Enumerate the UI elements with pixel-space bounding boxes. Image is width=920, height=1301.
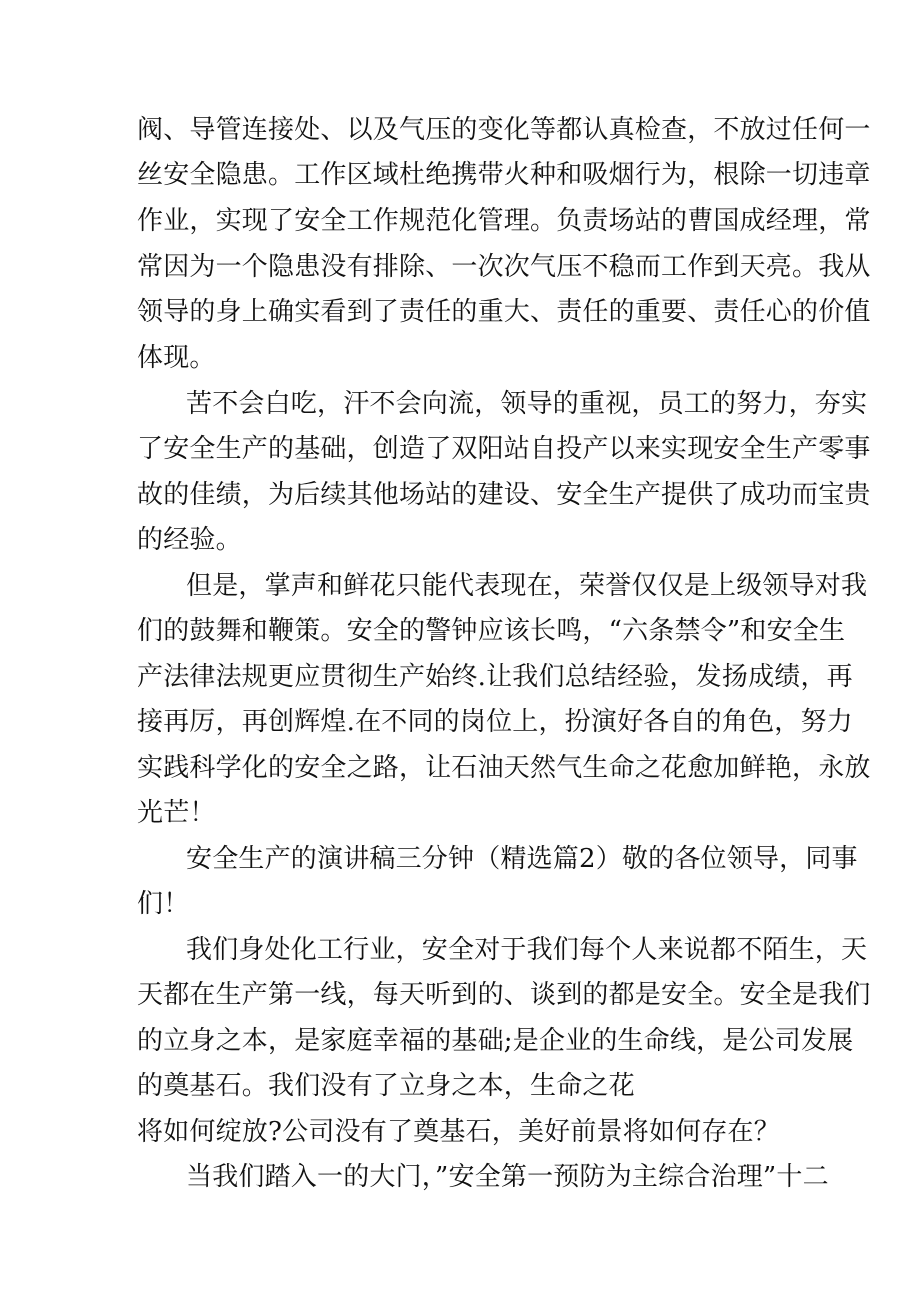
- text-line: 天都在生产第一线，每天听到的、谈到的都是安全。安全是我们: [137, 980, 871, 1010]
- paragraph-first-line: 苦不会白吃，汗不会向流，领导的重视，员工的努力，夯实: [186, 389, 868, 419]
- paragraph-first-line: 当我们踏入一的大门，”安全第一预防为主综合治理”十二: [186, 1162, 829, 1192]
- text-line: 故的佳绩，为后续其他场站的建设、安全生产提供了成功而宝贵: [137, 480, 871, 510]
- text-line: 将如何绽放?公司没有了奠基石，美好前景将如何存在？: [137, 1117, 780, 1147]
- text-line: 接再厉，再创辉煌.在不同的岗位上，扮演好各自的角色，努力: [137, 707, 853, 737]
- text-line: 体现。: [137, 343, 216, 373]
- text-line: 产法律法规更应贯彻生产始终.让我们总结经验，发扬成绩，再: [137, 662, 853, 692]
- paragraph-first-line: 但是，掌声和鲜花只能代表现在，荣誉仅仅是上级领导对我: [186, 571, 868, 601]
- text-line: 们的鼓舞和鞭策。安全的警钟应该长鸣，“六条禁令”和安全生: [137, 616, 846, 646]
- text-line: 了安全生产的基础，创造了双阳站自投产以来实现安全生产零事: [137, 434, 871, 464]
- paragraph-first-line: 安全生产的演讲稿三分钟（精选篇2）敬的各位领导，同事: [186, 844, 858, 874]
- text-line: 实践科学化的安全之路，让石油天然气生命之花愈加鲜艳，永放: [137, 753, 871, 783]
- text-line: 的奠基石。我们没有了立身之本，生命之花: [137, 1071, 635, 1101]
- text-line: 的立身之本，是家庭幸福的基础;是企业的生命线，是公司发展: [137, 1026, 854, 1056]
- text-line: 作业，实现了安全工作规范化管理。负责场站的曹国成经理，常: [137, 206, 871, 236]
- text-line: 们！: [137, 889, 190, 919]
- text-line: 丝安全隐患。工作区域杜绝携带火种和吸烟行为，根除一切违章: [137, 160, 871, 190]
- text-line: 光芒！: [137, 798, 216, 828]
- text-line: 的经验。: [137, 525, 242, 555]
- text-line: 领导的身上确实看到了责任的重大、责任的重要、责任心的价值: [137, 297, 871, 327]
- text-line: 阀、导管连接处、以及气压的变化等都认真检查，不放过任何一: [137, 115, 871, 145]
- paragraph-first-line: 我们身处化工行业，安全对于我们每个人来说都不陌生，天: [186, 935, 868, 965]
- text-line: 常因为一个隐患没有排除、一次次气压不稳而工作到天亮。我从: [137, 252, 871, 282]
